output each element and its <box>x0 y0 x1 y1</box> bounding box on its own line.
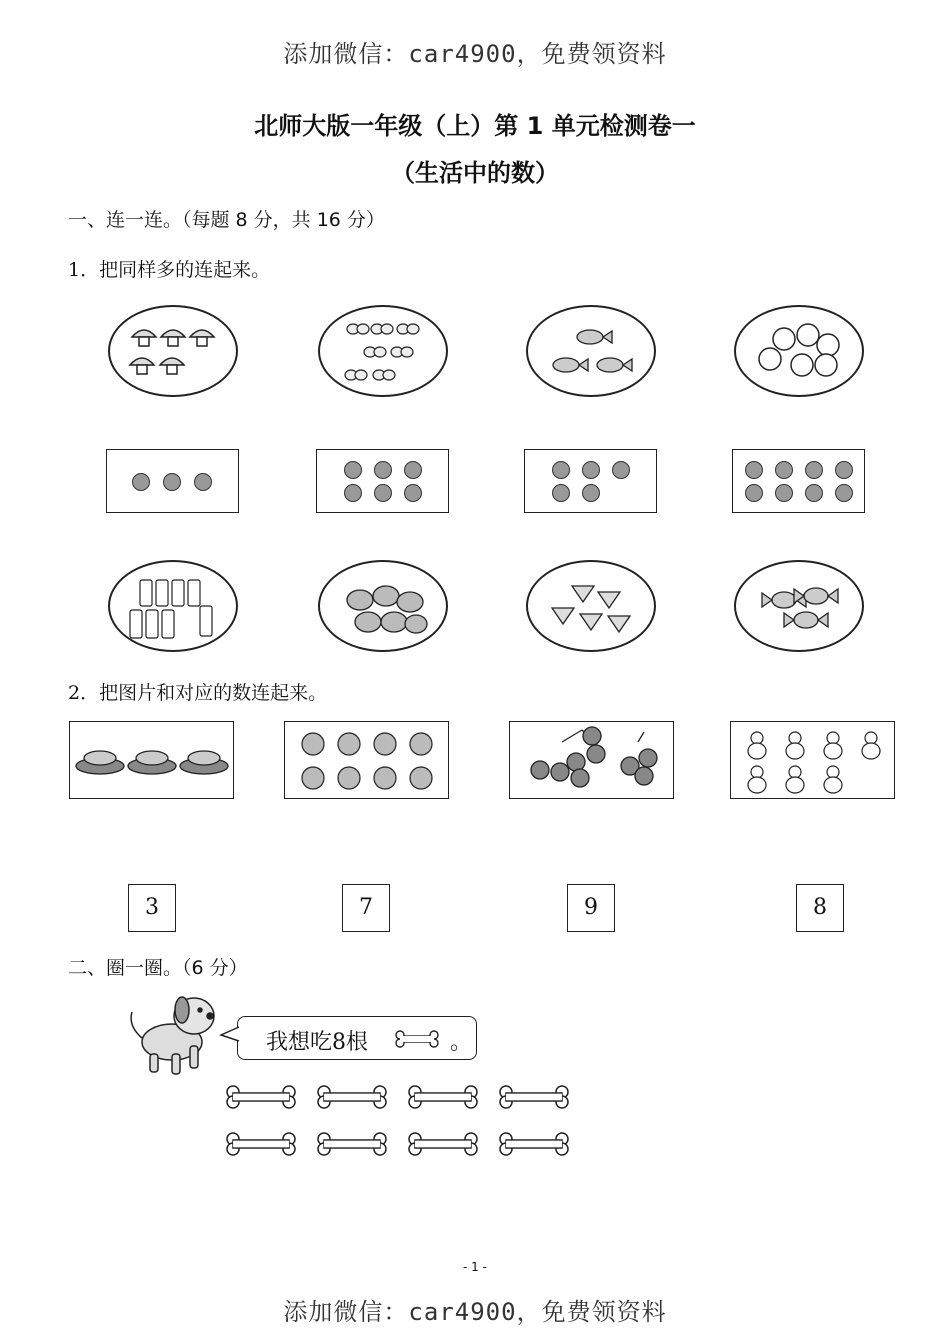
page-title: 北师大版一年级（上）第 1 单元检测卷一 <box>254 112 696 140</box>
picture-peaches <box>284 721 449 799</box>
number-box-2: 7 <box>342 884 390 932</box>
plate-bottles <box>108 560 238 652</box>
number-box-1: 3 <box>128 884 176 932</box>
bone-icon[interactable] <box>406 1131 480 1157</box>
candy-icon <box>736 562 866 654</box>
plate-bread <box>318 560 448 652</box>
grape-icon <box>510 722 675 800</box>
dot-box-6 <box>316 449 449 513</box>
doll-icon <box>731 722 896 800</box>
bone-icon[interactable] <box>224 1131 298 1157</box>
dog-icon <box>124 990 224 1078</box>
fish-dish-icon <box>70 722 235 800</box>
plate-cake <box>526 560 656 652</box>
peach-icon <box>285 722 450 800</box>
plate-butterflies <box>318 305 448 397</box>
plate-candy <box>734 560 864 652</box>
speech-end: 。 <box>450 1030 473 1055</box>
q1-label: 1．把同样多的连起来。 <box>68 259 271 281</box>
bone-icon[interactable] <box>497 1131 571 1157</box>
butterfly-icon <box>320 307 450 399</box>
section1-heading: 一、连一连。（每题 8 分，共 16 分） <box>68 209 385 231</box>
page-number: - 1 - <box>463 1260 487 1274</box>
number-box-4: 8 <box>796 884 844 932</box>
q2-label: 2．把图片和对应的数连起来。 <box>68 682 328 704</box>
cake-icon <box>528 562 658 654</box>
page-subtitle: （生活中的数） <box>391 159 559 187</box>
apple-icon <box>736 307 866 399</box>
picture-grapes <box>509 721 674 799</box>
bone-icon[interactable] <box>224 1084 298 1110</box>
plate-fish <box>526 305 656 397</box>
bone-icon[interactable] <box>497 1084 571 1110</box>
picture-dolls <box>730 721 895 799</box>
bone-icon[interactable] <box>315 1084 389 1110</box>
dot-box-8 <box>732 449 865 513</box>
speech-text: 我想吃8根 <box>266 1030 368 1055</box>
bone-icon[interactable] <box>406 1084 480 1110</box>
bread-icon <box>320 562 450 654</box>
bottle-icon <box>110 562 240 654</box>
plate-mushrooms <box>108 305 238 397</box>
dot-box-5 <box>524 449 657 513</box>
speech-bubble <box>237 1016 477 1060</box>
watermark-bottom: 添加微信：car4900，免费领资料 <box>283 1298 667 1326</box>
dot-box-3 <box>106 449 239 513</box>
fish-icon <box>528 307 658 399</box>
watermark-top: 添加微信：car4900，免费领资料 <box>283 40 667 68</box>
section2-heading: 二、圈一圈。（6 分） <box>68 957 248 979</box>
picture-fish-dishes <box>69 721 234 799</box>
mushroom-icon <box>110 307 240 399</box>
plate-apples <box>734 305 864 397</box>
bone-icon <box>394 1030 440 1048</box>
bubble-tail <box>220 1025 240 1045</box>
number-box-3: 9 <box>567 884 615 932</box>
bone-icon[interactable] <box>315 1131 389 1157</box>
